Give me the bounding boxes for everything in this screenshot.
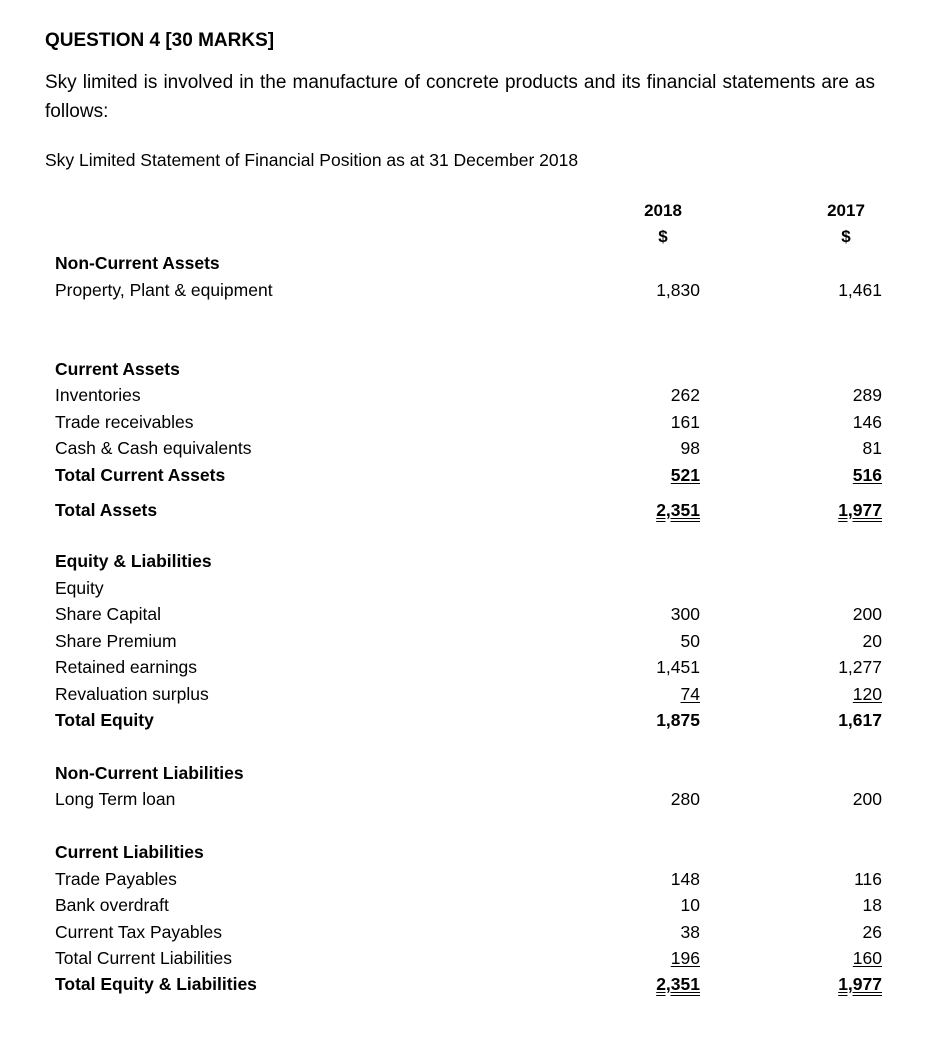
total-equity-2017: 1,617 [838, 710, 882, 730]
retained-earnings-label: Retained earnings [55, 657, 198, 677]
cash-2018: 98 [680, 438, 700, 458]
cash-label: Cash & Cash equivalents [55, 438, 252, 458]
share-premium-label: Share Premium [55, 631, 177, 651]
trade-receivables-2018: 161 [670, 412, 700, 432]
total-current-liabilities-2018-cell [610, 947, 700, 969]
current-tax-label: Current Tax Payables [55, 922, 222, 942]
equity-heading: Equity [55, 578, 104, 598]
inventories-label: Inventories [55, 385, 141, 405]
column-2018-year: 2018 [644, 201, 682, 220]
ppe-2017: 1,461 [838, 280, 882, 300]
column-2018-unit: $ [658, 227, 668, 246]
share-capital-2017: 200 [852, 604, 882, 624]
long-term-loan-2017: 200 [852, 789, 882, 809]
revaluation-surplus-2017-cell [792, 683, 882, 705]
total-assets-2018-cell [610, 499, 700, 521]
long-term-loan-2018: 280 [670, 789, 700, 809]
total-equity-label: Total Equity [55, 710, 154, 730]
share-capital-2018: 300 [670, 604, 700, 624]
ppe-2018: 1,830 [656, 280, 700, 300]
bank-overdraft-2017: 18 [862, 895, 882, 915]
total-equity-2018: 1,875 [656, 710, 700, 730]
total-equity-liabilities-2017: 1,977 [838, 974, 882, 994]
trade-receivables-label: Trade receivables [55, 412, 194, 432]
share-capital-label: Share Capital [55, 604, 162, 624]
total-current-liabilities-2017-cell [792, 947, 882, 969]
revaluation-surplus-2018-cell [610, 683, 700, 705]
inventories-2017: 289 [852, 385, 882, 405]
total-current-assets-2018-cell [610, 464, 700, 486]
bank-overdraft-label: Bank overdraft [55, 895, 169, 915]
ppe-label: Property, Plant & equipment [55, 280, 273, 300]
column-2017-year: 2017 [827, 201, 865, 220]
bank-overdraft-2018: 10 [680, 895, 700, 915]
total-assets-label: Total Assets [55, 500, 158, 520]
share-premium-2017: 20 [862, 631, 882, 651]
total-assets-2018: 2,351 [656, 500, 700, 520]
total-equity-liabilities-label: Total Equity & Liabilities [55, 974, 257, 994]
total-equity-liabilities-2018: 2,351 [656, 974, 700, 994]
non-current-liabilities-heading: Non-Current Liabilities [55, 763, 244, 783]
revaluation-surplus-2018: 74 [680, 684, 700, 704]
column-2017-unit: $ [841, 227, 851, 246]
share-premium-2018: 50 [680, 631, 700, 651]
total-equity-liabilities-2017-cell [792, 973, 882, 995]
total-current-assets-2017-cell [792, 464, 882, 486]
statement-title: Sky Limited Statement of Financial Position as at 31 December 2018 [45, 150, 579, 170]
current-tax-2018: 38 [680, 922, 700, 942]
trade-payables-2018: 148 [670, 869, 700, 889]
inventories-2018: 262 [670, 385, 700, 405]
trade-payables-label: Trade Payables [55, 869, 177, 889]
equity-liabilities-heading: Equity & Liabilities [55, 551, 212, 571]
total-assets-2017: 1,977 [838, 500, 882, 520]
revaluation-surplus-2017: 120 [852, 684, 882, 704]
total-equity-liabilities-2018-cell [610, 973, 700, 995]
revaluation-surplus-label: Revaluation surplus [55, 684, 209, 704]
cash-2017: 81 [862, 438, 882, 458]
total-assets-2017-cell [792, 499, 882, 521]
long-term-loan-label: Long Term loan [55, 789, 176, 809]
total-current-assets-label: Total Current Assets [55, 465, 226, 485]
current-tax-2017: 26 [862, 922, 882, 942]
current-liabilities-heading: Current Liabilities [55, 842, 204, 862]
non-current-assets-heading: Non-Current Assets [55, 253, 220, 273]
trade-receivables-2017: 146 [852, 412, 882, 432]
total-current-assets-2018: 521 [670, 465, 700, 485]
retained-earnings-2017: 1,277 [838, 657, 882, 677]
current-assets-heading: Current Assets [55, 359, 180, 379]
trade-payables-2017: 116 [854, 869, 882, 889]
question-title: QUESTION 4 [30 MARKS] [45, 30, 275, 51]
total-current-liabilities-2017: 160 [852, 948, 882, 968]
total-current-assets-2017: 516 [852, 465, 882, 485]
total-current-liabilities-label: Total Current Liabilities [55, 948, 233, 968]
total-current-liabilities-2018: 196 [670, 948, 700, 968]
retained-earnings-2018: 1,451 [656, 657, 700, 677]
question-intro: Sky limited is involved in the manufacture of concrete products and its financial statements are as follows: [45, 72, 875, 122]
